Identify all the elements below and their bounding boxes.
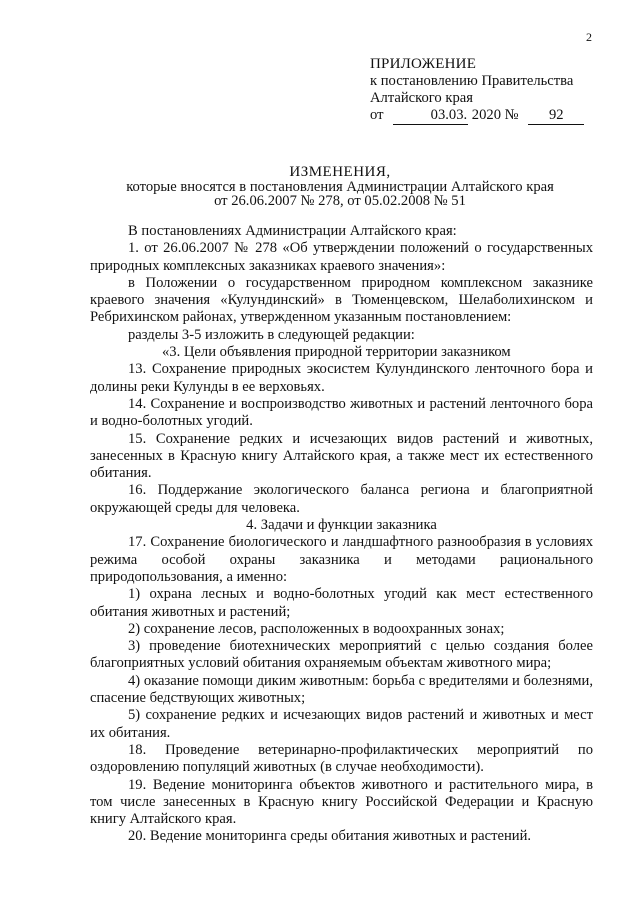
appendix-line-2: Алтайского края (370, 90, 473, 106)
appendix-title: ПРИЛОЖЕНИЕ (370, 56, 477, 72)
document-number: 92 (528, 107, 584, 125)
paragraph: 13. Сохранение природных экосистем Кулундинского ленточного бора и долины реки Кулунды в ее верховьях. (90, 361, 593, 395)
document-year: 2020 (471, 107, 501, 123)
paragraph: 1. от 26.06.2007 № 278 «Об утверждении положений о государственных природных комплексных заказниках краевого значения»: (90, 240, 593, 274)
paragraph: 4) оказание помощи диким животным: борьба с вредителями и болезнями, спасение бедствующих животных; (90, 672, 593, 707)
paragraph: 14. Сохранение и воспроизводство животных и растений ленточного бора и водно-болотных угодий. (90, 395, 593, 430)
paragraph: В постановлениях Администрации Алтайского края: (128, 223, 457, 239)
paragraph: 17. Сохранение биологического и ландшафтного разнообразия в условиях режима особой охраны заказника и методами рационального природопользования, а именно: (90, 534, 593, 585)
section-heading: «3. Цели объявления природной территории заказником (162, 344, 511, 361)
section-heading: 4. Задачи и функции заказника (246, 517, 437, 534)
paragraph: 3) проведение биотехнических мероприятий с целью создания более благоприятных условий обитания охраняемым объектам животного мира; (90, 638, 593, 672)
document-title (90, 165, 590, 209)
from-label: от (370, 107, 384, 123)
appendix-line-1: к постановлению Правительства (370, 73, 574, 89)
title-heading: ИЗМЕНЕНИЯ, (289, 164, 391, 180)
paragraph: 16. Поддержание экологического баланса региона и благоприятной окружающей среды для человека. (90, 482, 593, 516)
title-line-1: которые вносятся в постановления Администрации Алтайского края (126, 178, 554, 195)
page-number: 2 (586, 30, 592, 44)
paragraph: 5) сохранение редких и исчезающих видов растений и животных и мест их обитания. (90, 707, 593, 741)
document-date: 03.03. (393, 107, 468, 125)
paragraph: 19. Ведение мониторинга объектов животного и растительного мира, в том числе занесенных в Красную книгу Российской Федерации и Красную книгу Алтайского края. (90, 776, 593, 828)
appendix-date-line (370, 107, 584, 125)
number-sign: № (504, 107, 519, 123)
paragraph: 20. Ведение мониторинга среды обитания животных и растений. (128, 828, 532, 845)
appendix-header (370, 56, 584, 125)
document-body (90, 223, 593, 846)
paragraph: разделы 3-5 изложить в следующей редакции: (128, 326, 415, 343)
paragraph: 2) сохранение лесов, расположенных в водоохранных зонах; (128, 620, 505, 637)
paragraph: 15. Сохранение редких и исчезающих видов растений и животных, занесенных в Красную книгу Алтайского края, а также мест их естественного обитания. (90, 430, 593, 482)
title-line-2: от 26.06.2007 № 278, от 05.02.2008 № 51 (214, 193, 466, 209)
paragraph: 1) охрана лесных и водно-болотных угодий как мест естественного обитания животных и растений; (90, 586, 593, 620)
paragraph: в Положении о государственном природном комплексном заказнике краевого значения «Кулундинский» в Тюменцевском, Шелаболихинском и Ребрихинском районах, утвержденном указанным постановлением: (90, 274, 593, 326)
paragraph: 18. Проведение ветеринарно-профилактических мероприятий по оздоровлению популяций животных (в случае необходимости). (90, 741, 593, 776)
